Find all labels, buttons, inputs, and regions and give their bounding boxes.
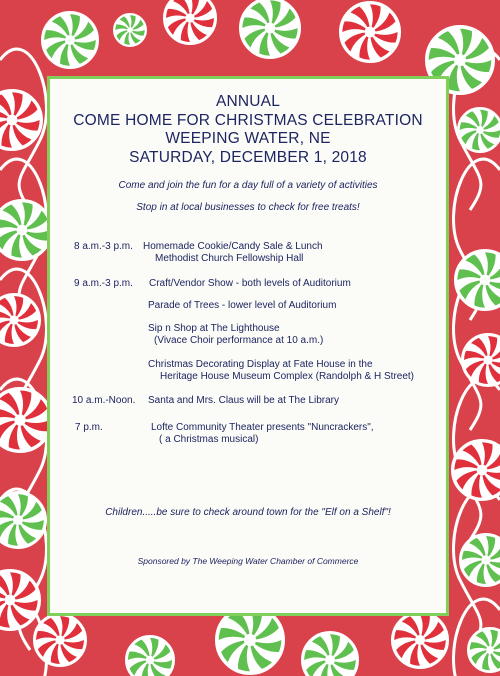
peppermint-candy-icon [302, 632, 358, 676]
intro-line-2: Stop in at local businesses to check for free treats! [136, 202, 360, 213]
sponsor-credit: Sponsored by The Weeping Water Chamber of Commerce [137, 556, 359, 566]
peppermint-candy-icon [34, 614, 86, 666]
schedule-item [151, 422, 374, 446]
schedule-time: 10 a.m.-Noon. [72, 395, 136, 406]
schedule-item-line1: Santa and Mrs. Claus will be at The Library [148, 395, 340, 406]
peppermint-candy-icon [452, 440, 500, 500]
peppermint-candy-icon [0, 200, 52, 260]
schedule-item-line1: Sip n Shop at The Lighthouse [148, 323, 280, 334]
peppermint-candy-icon [0, 492, 46, 548]
peppermint-candy-icon [0, 90, 42, 150]
header-date: SATURDAY, DECEMBER 1, 2018 [129, 148, 367, 166]
schedule-item-line1: Parade of Trees - lower level of Auditorium [148, 300, 337, 311]
peppermint-candy-icon [0, 388, 52, 452]
header-annual: ANNUAL [215, 93, 281, 110]
peppermint-candy-icon [126, 636, 174, 676]
children-note: Children.....be sure to check around town for the "Elf on a Shelf"! [105, 507, 391, 518]
header-location: WEEPING WATER, NE [165, 130, 331, 147]
intro-line-1: Come and join the fun for a day full of a variety of activities [118, 180, 378, 191]
peppermint-candy-icon [0, 294, 40, 346]
schedule-item-line2: Methodist Church Fellowship Hall [155, 253, 304, 264]
flyer-panel [47, 76, 449, 616]
peppermint-candy-icon [216, 606, 284, 674]
flyer-header [50, 93, 446, 167]
peppermint-candy-icon [458, 108, 500, 152]
schedule-time: 7 p.m. [75, 422, 103, 433]
peppermint-candy-icon [455, 250, 500, 310]
schedule-item [148, 395, 339, 407]
schedule-item [148, 300, 336, 312]
schedule-item-line1: Christmas Decorating Display at Fate House in the [148, 359, 373, 370]
peppermint-candy-icon [340, 2, 400, 62]
peppermint-candy-icon [164, 0, 216, 44]
peppermint-candy-icon [240, 0, 300, 58]
schedule-item [143, 241, 323, 265]
schedule-item-line2: Heritage House Museum Complex (Randolph & H Street) [160, 371, 414, 382]
peppermint-candy-icon [0, 570, 40, 630]
header-event-title: COME HOME FOR CHRISTMAS CELEBRATION [73, 111, 423, 129]
schedule-item [149, 278, 351, 290]
peppermint-candy-icon [114, 14, 146, 46]
schedule-item-line2: ( a Christmas musical) [159, 434, 259, 445]
schedule-item [148, 359, 414, 383]
peppermint-candy-icon [460, 534, 500, 586]
peppermint-candy-icon [42, 12, 98, 68]
schedule-item-line1: Craft/Vendor Show - both levels of Auditorium [149, 278, 351, 289]
schedule-time: 9 a.m.-3 p.m. [74, 278, 133, 289]
schedule-item-line1: Homemade Cookie/Candy Sale & Lunch [143, 241, 323, 252]
schedule-item-line1: Lofte Community Theater presents "Nuncrackers", [151, 422, 374, 433]
peppermint-candy-icon [462, 334, 500, 386]
peppermint-candy-icon [392, 612, 448, 668]
schedule-time: 8 a.m.-3 p.m. [74, 241, 133, 252]
schedule-item [148, 323, 323, 347]
peppermint-candy-icon [468, 628, 500, 672]
schedule-item-line2: (Vivace Choir performance at 10 a.m.) [154, 335, 324, 346]
